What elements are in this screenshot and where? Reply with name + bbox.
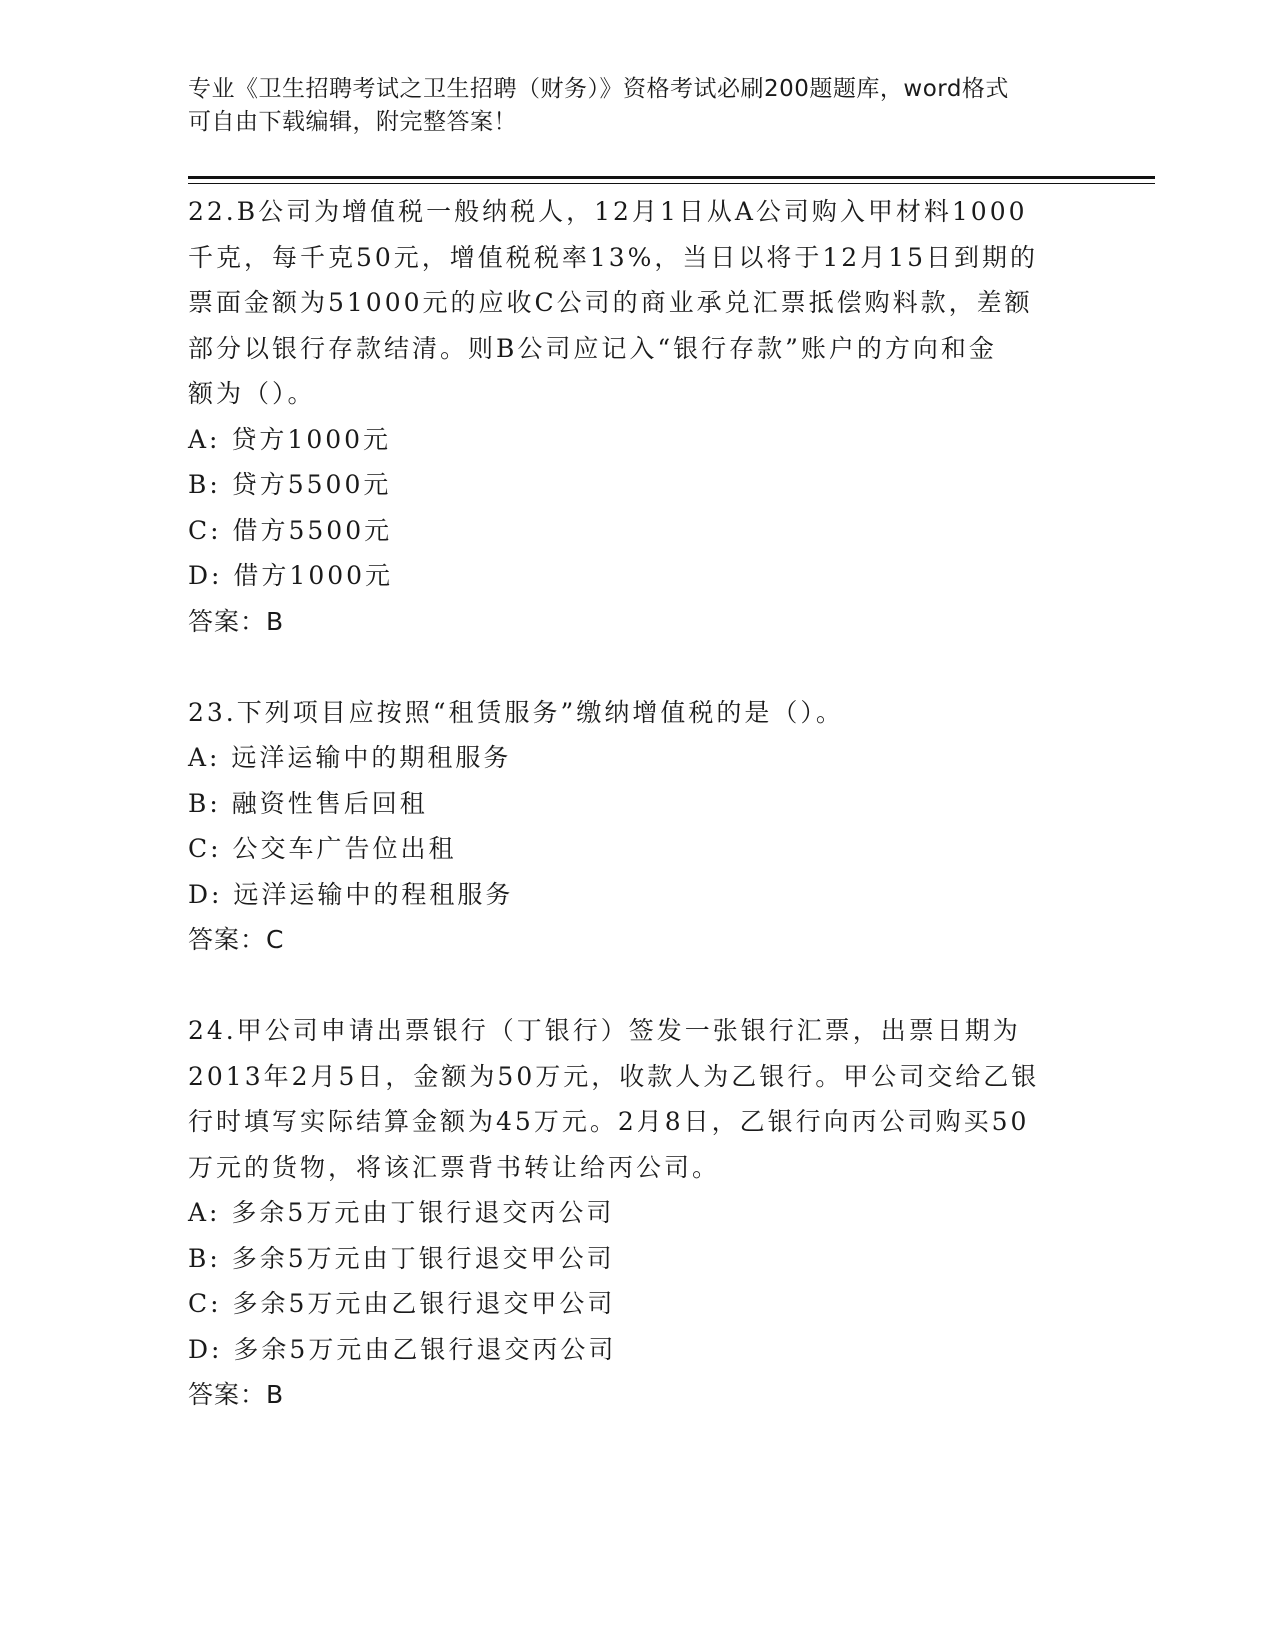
question-text-line: 部分以银行存款结清。则B公司应记入“银行存款”账户的方向和金 (188, 333, 997, 363)
option-d: D: 远洋运输中的程租服务 (188, 879, 514, 909)
question-24 (188, 1008, 1108, 1418)
question-spacer (188, 963, 1108, 1009)
question-text-line: 票面金额为51000元的应收C公司的商业承兑汇票抵偿购料款，差额 (188, 288, 1033, 317)
answer-label: 答案：B (188, 1380, 285, 1409)
question-text-line: 万元的货物，将该汇票背书转让给丙公司。 (188, 1152, 721, 1182)
option-d: D: 借方1000元 (188, 561, 394, 590)
option-d: D: 多余5万元由乙银行退交丙公司 (188, 1334, 617, 1364)
option-c: C: 多余5万元由乙银行退交甲公司 (188, 1289, 616, 1318)
question-text-line: 24.甲公司申请出票银行（丁银行）签发一张银行汇票，出票日期为 (188, 1016, 1021, 1045)
question-text-line: 千克，每千克50元，增值税税率13%，当日以将于12月15日到期的 (188, 242, 1039, 272)
header-divider-thin (188, 183, 1155, 184)
option-c: C: 公交车广告位出租 (188, 834, 457, 863)
question-23 (188, 690, 1108, 963)
page-header (188, 73, 1068, 139)
question-text-line: 额为（）。 (188, 379, 316, 408)
question-text-line: 行时填写实际结算金额为45万元。2月8日，乙银行向丙公司购买50 (188, 1107, 1030, 1136)
question-spacer (188, 644, 1108, 690)
header-title-line-1: 专业《卫生招聘考试之卫生招聘（财务）》资格考试必刷200题题库，word格式 (188, 76, 1009, 102)
question-list (188, 189, 1108, 1418)
answer-label: 答案：C (188, 925, 285, 954)
option-a: A: 远洋运输中的期租服务 (188, 743, 512, 772)
question-22 (188, 189, 1108, 644)
question-text-line: 2013年2月5日，金额为50万元，收款人为乙银行。甲公司交给乙银 (188, 1061, 1040, 1091)
header-divider-thick (188, 176, 1155, 179)
question-text-line: 22.B公司为增值税一般纳税人，12月1日从A公司购入甲材料1000 (188, 197, 1028, 226)
option-a: A: 贷方1000元 (188, 424, 392, 454)
option-b: B: 融资性售后回租 (188, 788, 428, 818)
option-c: C: 借方5500元 (188, 515, 393, 545)
question-text-line: 23.下列项目应按照“租赁服务”缴纳增值税的是（）。 (188, 697, 844, 727)
header-title-line-2: 可自由下载编辑，附完整答案！ (188, 109, 517, 135)
option-a: A: 多余5万元由丁银行退交丙公司 (188, 1198, 615, 1227)
option-b: B: 贷方5500元 (188, 470, 392, 499)
answer-label: 答案：B (188, 606, 285, 636)
option-b: B: 多余5万元由丁银行退交甲公司 (188, 1243, 615, 1273)
